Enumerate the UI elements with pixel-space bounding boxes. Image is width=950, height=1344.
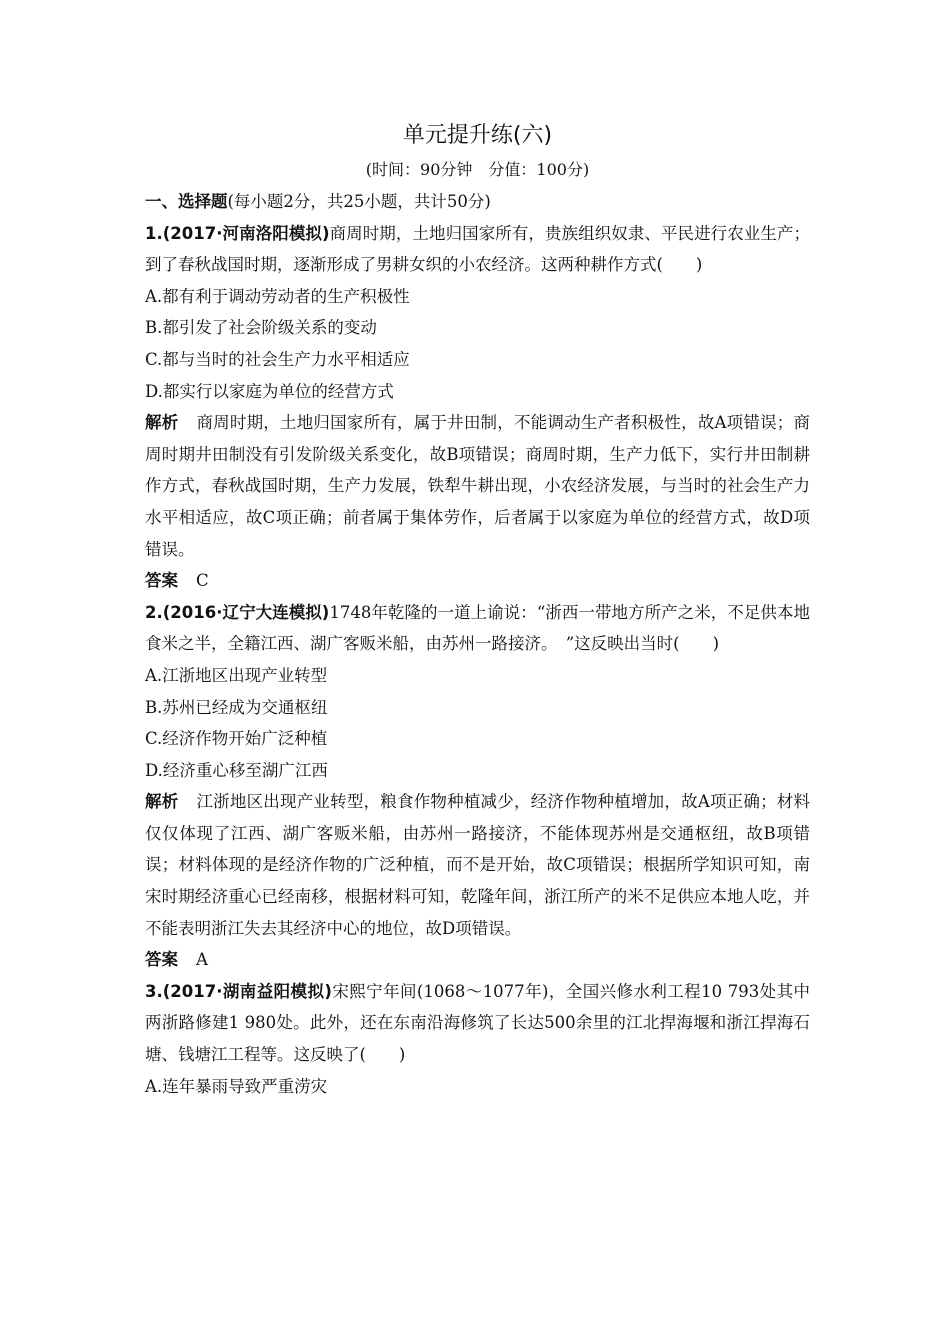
- analysis: [145, 407, 810, 565]
- answer-label: 答案: [145, 950, 178, 970]
- question-3: [145, 976, 810, 1102]
- question-stem-text: 商周时期，土地归国家所有，贵族组织奴隶、平民进行农业生产；到了春秋战国时期，逐渐形成了男耕女织的小农经济。这两种耕作方式( ): [145, 223, 811, 275]
- question-source: 1.(2017·河南洛阳模拟): [145, 223, 330, 243]
- option-b: B.苏州已经成为交通枢纽: [145, 697, 328, 717]
- question-stem: [145, 218, 810, 281]
- option-a: A.连年暴雨导致严重涝灾: [145, 1076, 328, 1096]
- answer-value: A: [196, 950, 208, 970]
- page-title: 单元提升练(六): [402, 123, 553, 148]
- section-heading-bold: 一、选择题: [145, 192, 228, 211]
- question-stem: [145, 597, 810, 660]
- answer-value: C: [196, 571, 209, 591]
- analysis-text: 江浙地区出现产业转型，粮食作物种植减少，经济作物种植增加，故A项正确；材料仅仅体现了江西、湖广客贩米船，由苏州一路接济，不能体现苏州是交通枢纽，故B项错误；材料体现的是经济作物的广泛种植，而不是开始，故C项错误；根据所学知识可知，南宋时期经济重心已经南移，根据材料可知，乾隆年间，浙江所产的米不足供应本地人吃，并不能表明浙江失去其经济中心的地位，故D项错误。: [145, 792, 811, 938]
- question-source: 2.(2016·辽宁大连模拟): [145, 602, 330, 622]
- option-a: A.都有利于调动劳动者的生产积极性: [145, 286, 410, 306]
- document-content: [145, 120, 810, 1102]
- question-source: 3.(2017·湖南益阳模拟): [145, 981, 332, 1001]
- answer-label: 答案: [145, 571, 178, 591]
- option-d: D.经济重心移至湖广江西: [145, 760, 328, 780]
- section-heading-rest: (每小题2分，共25小题，共计50分): [227, 192, 491, 211]
- question-stem: [145, 976, 810, 1071]
- option-c: C.经济作物开始广泛种植: [145, 729, 328, 749]
- option-c: C.都与当时的社会生产力水平相适应: [145, 349, 410, 369]
- option-b: B.都引发了社会阶级关系的变动: [145, 318, 377, 338]
- analysis-text: 商周时期，土地归国家所有，属于井田制，不能调动生产者积极性，故A项错误；商周时期井田制没有引发阶级关系变化，故B项错误；商周时期，生产力低下，实行井田制耕作方式，春秋战国时期，生产力发展，铁犁牛耕出现，小农经济发展，与当时的社会生产力水平相适应，故C项正确；前者属于集体劳作，后者属于以家庭为单位的经营方式，故D项错误。: [145, 413, 811, 559]
- page-subtitle: (时间：90分钟 分值：100分): [365, 160, 590, 179]
- answer: [145, 944, 810, 976]
- analysis-label: 解析: [145, 792, 179, 812]
- answer: [145, 565, 810, 597]
- question-1: [145, 218, 810, 597]
- question-stem-text: 1748年乾隆的一道上谕说：“浙西一带地方所产之米，不足供本地食米之半，全籍江西、湖广客贩米船，由苏州一路接济。 ”这反映出当时( ): [145, 602, 810, 654]
- option-a: A.江浙地区出现产业转型: [145, 665, 328, 685]
- question-2: [145, 597, 810, 976]
- analysis: [145, 786, 810, 944]
- option-d: D.都实行以家庭为单位的经营方式: [145, 381, 394, 401]
- question-stem-text: 宋熙宁年间(1068～1077年)，全国兴修水利工程10 793处其中两浙路修建1 980处。此外，还在东南沿海修筑了长达500余里的江北捍海堰和浙江捍海石塘、钱塘江工程等。这反映了( ): [145, 981, 810, 1065]
- section-heading: [145, 186, 810, 218]
- analysis-label: 解析: [145, 413, 179, 433]
